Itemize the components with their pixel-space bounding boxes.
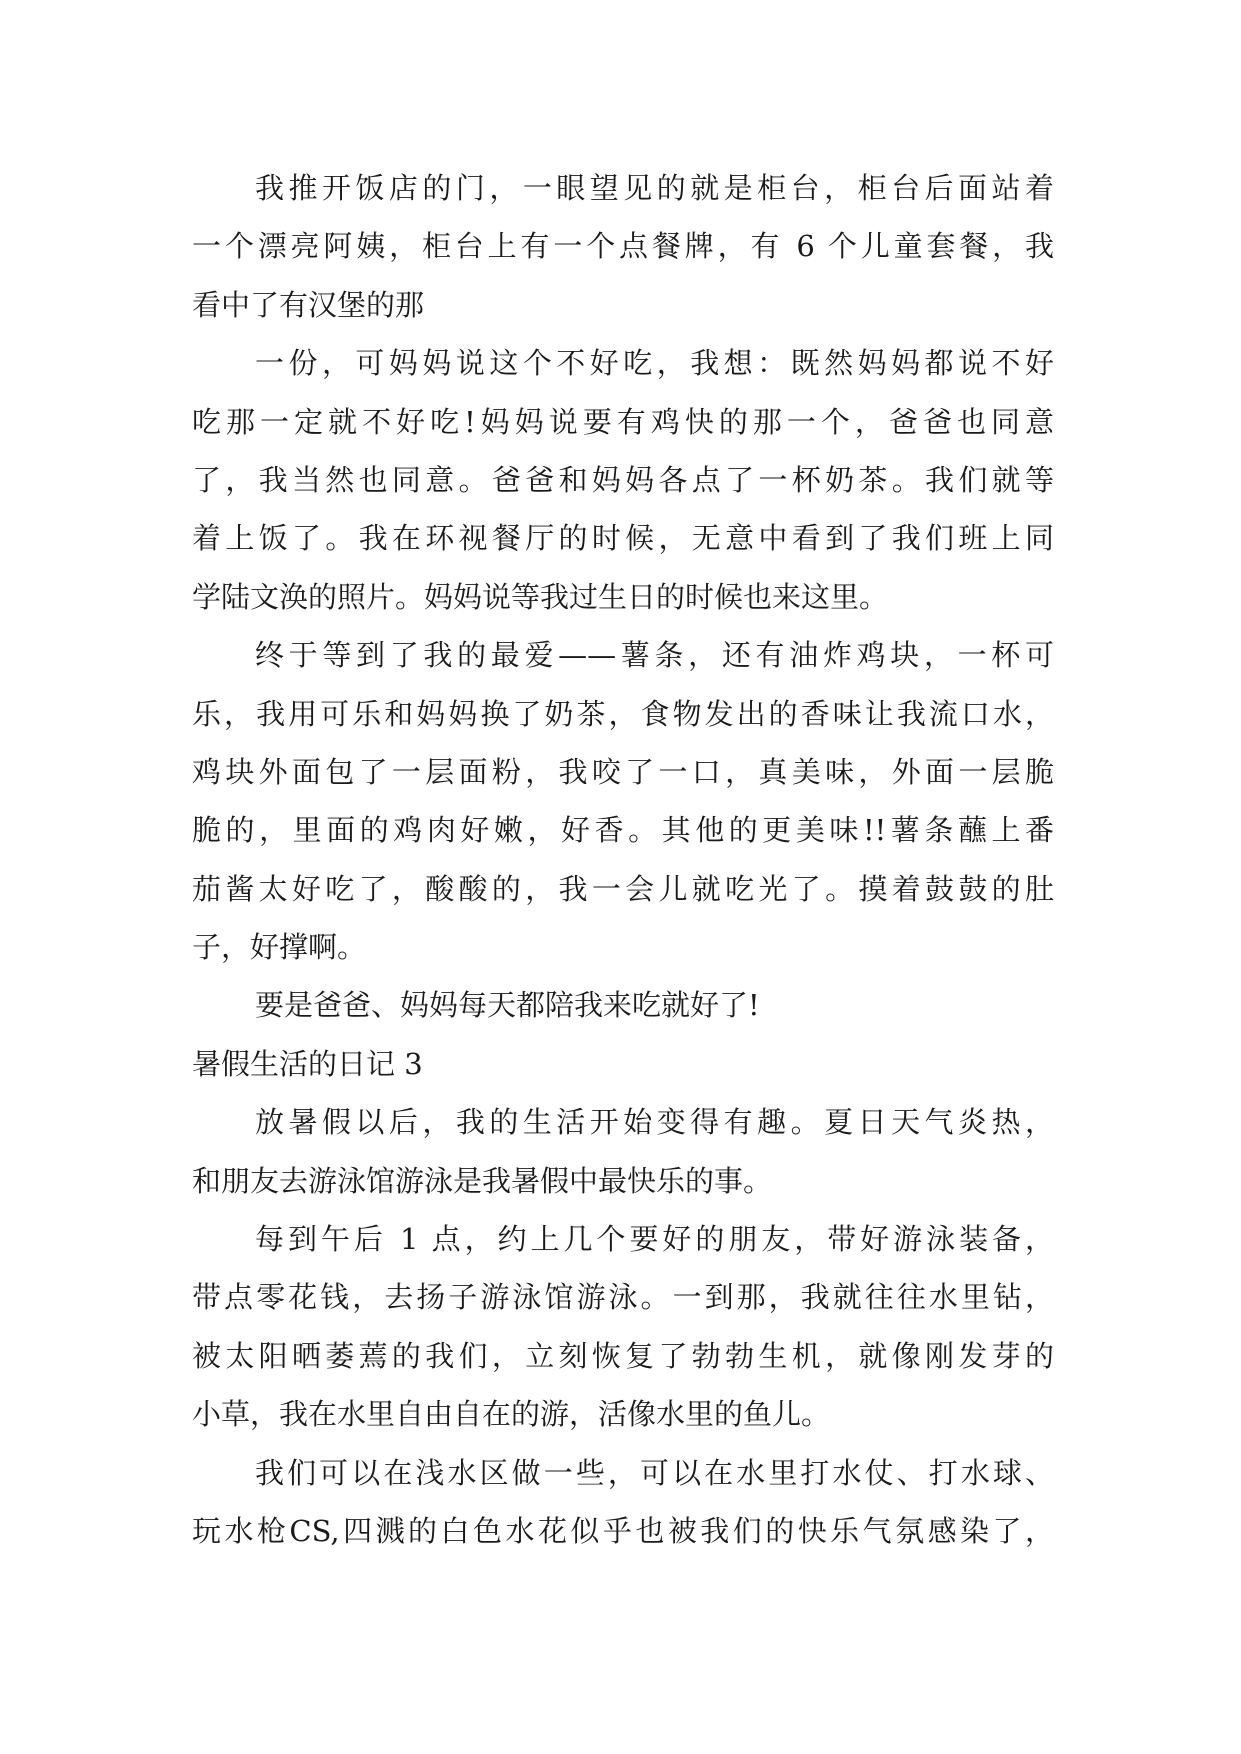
text-line: 我们可以在浅水区做一些，可以在水里打水仗、打水球、 [255,1455,1054,1490]
text-line: 了，我当然也同意。爸爸和妈妈各点了一杯奶茶。我们就等 [192,462,1054,497]
text-line: 小草，我在水里自由自在的游，活像水里的鱼儿。 [192,1397,831,1432]
text-line: 脆的，里面的鸡肉好嫩，好香。其他的更美味!!薯条蘸上番 [192,813,1054,848]
text-line: 和朋友去游泳馆游泳是我暑假中最快乐的事。 [192,1163,773,1198]
text-line: 着上饭了。我在环视餐厅的时候，无意中看到了我们班上同 [192,521,1054,556]
text-line: 茄酱太好吃了，酸酸的，我一会儿就吃光了。摸着鼓鼓的肚 [192,871,1054,906]
text-line: 我推开饭店的门，一眼望见的就是柜台，柜台后面站着 [255,171,1054,205]
text-line: 乐，我用可乐和妈妈换了奶茶，食物发出的香味让我流口水， [192,696,1054,731]
text-line: 每到午后 1 点，约上几个要好的朋友，带好游泳装备， [255,1222,1054,1257]
text-line: 带点零花钱，去扬子游泳馆游泳。一到那，我就往往水里钻， [192,1280,1054,1315]
text-line: 终于等到了我的最爱——薯条，还有油炸鸡块，一杯可 [255,638,1054,673]
text-line: 放暑假以后，我的生活开始变得有趣。夏日天气炎热， [255,1105,1054,1140]
text-line: 鸡块外面包了一层面粉，我咬了一口，真美味，外面一层脆 [192,754,1054,789]
text-line: 吃那一定就不好吃!妈妈说要有鸡快的那一个，爸爸也同意 [192,404,1054,439]
text-line: 一个漂亮阿姨，柜台上有一个点餐牌，有 6 个儿童套餐，我 [192,229,1054,264]
text-line: 一份，可妈妈说这个不好吃，我想：既然妈妈都说不好 [255,346,1054,381]
text-line: 子，好撑啊。 [192,930,367,965]
section-heading: 暑假生活的日记 3 [192,1046,423,1081]
text-line: 被太阳晒萎蔫的我们，立刻恢复了勃勃生机，就像刚发芽的 [192,1338,1054,1373]
text-line: 玩水枪CS,四溅的白色水花似乎也被我们的快乐气氛感染了， [192,1513,1054,1548]
text-line: 看中了有汉堡的那 [192,287,425,322]
text-line: 学陆文涣的照片。妈妈说等我过生日的时候也来这里。 [192,579,889,614]
document-body [192,159,1054,1560]
text-line: 要是爸爸、妈妈每天都陪我来吃就好了! [255,988,760,1023]
